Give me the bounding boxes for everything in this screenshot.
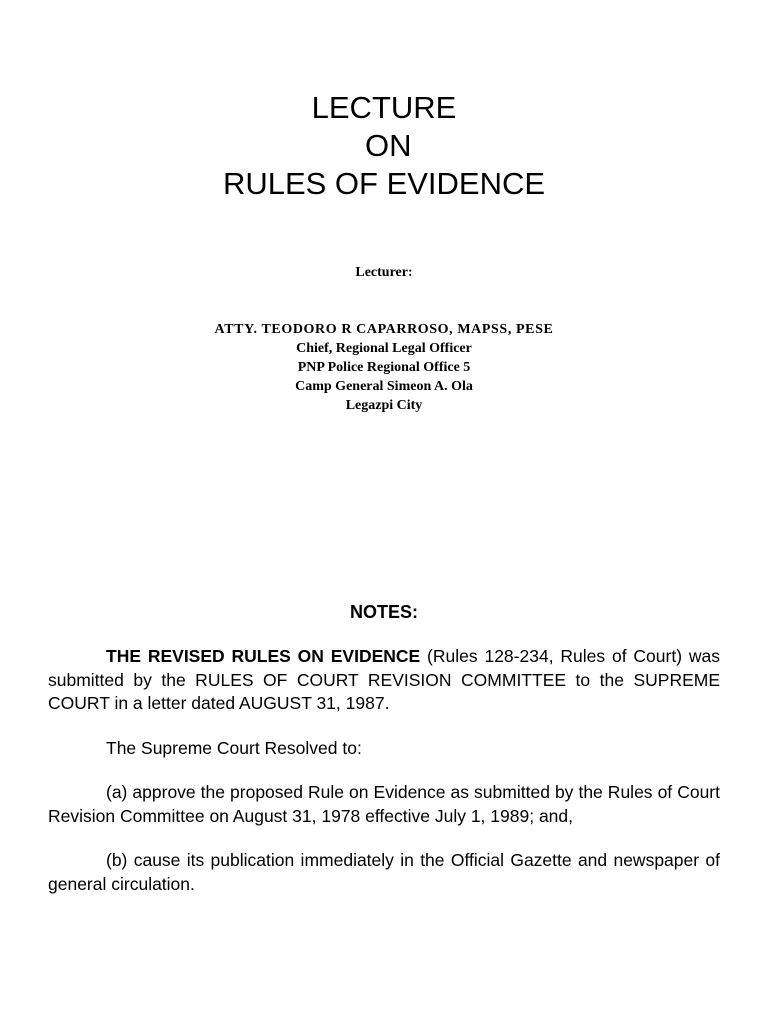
document-title	[0, 89, 768, 203]
lecturer-city: Legazpi City	[345, 398, 423, 413]
lecturer-name: ATTY. TEODORO R CAPARROSO, MAPSS, PESE	[214, 322, 554, 337]
lecturer-camp: Camp General Simeon A. Ola	[295, 379, 473, 394]
paragraph-revised-rules-bold: THE REVISED RULES ON EVIDENCE	[106, 646, 421, 666]
title-line-3: RULES OF EVIDENCE	[222, 166, 546, 201]
lecturer-info	[0, 320, 768, 415]
notes-heading: NOTES:	[349, 602, 418, 622]
lecturer-label: Lecturer:	[355, 265, 413, 280]
paragraph-revised-rules-text: (Rules 128-234, Rules of Court) was submitted by the RULES OF COURT REVISION COMMITTEE to the SUPREME COURT in a letter dated AUGUST 31, 1987.	[48, 646, 720, 713]
paragraph-item-a: (a) approve the proposed Rule on Evidence as submitted by the Rules of Court Revision Committee on August 31, 1978 effective July 1, 1989; and,	[48, 782, 720, 826]
paragraph-revised-rules	[48, 645, 720, 716]
lecturer-office: PNP Police Regional Office 5	[297, 360, 471, 375]
paragraph-item-b: (b) cause its publication immediately in the Official Gazette and newspaper of general circulation.	[48, 850, 720, 894]
title-line-2: ON	[356, 128, 412, 163]
paragraph-resolved: The Supreme Court Resolved to:	[106, 738, 362, 758]
lecturer-position: Chief, Regional Legal Officer	[296, 341, 472, 356]
title-line-1: LECTURE	[311, 90, 457, 125]
